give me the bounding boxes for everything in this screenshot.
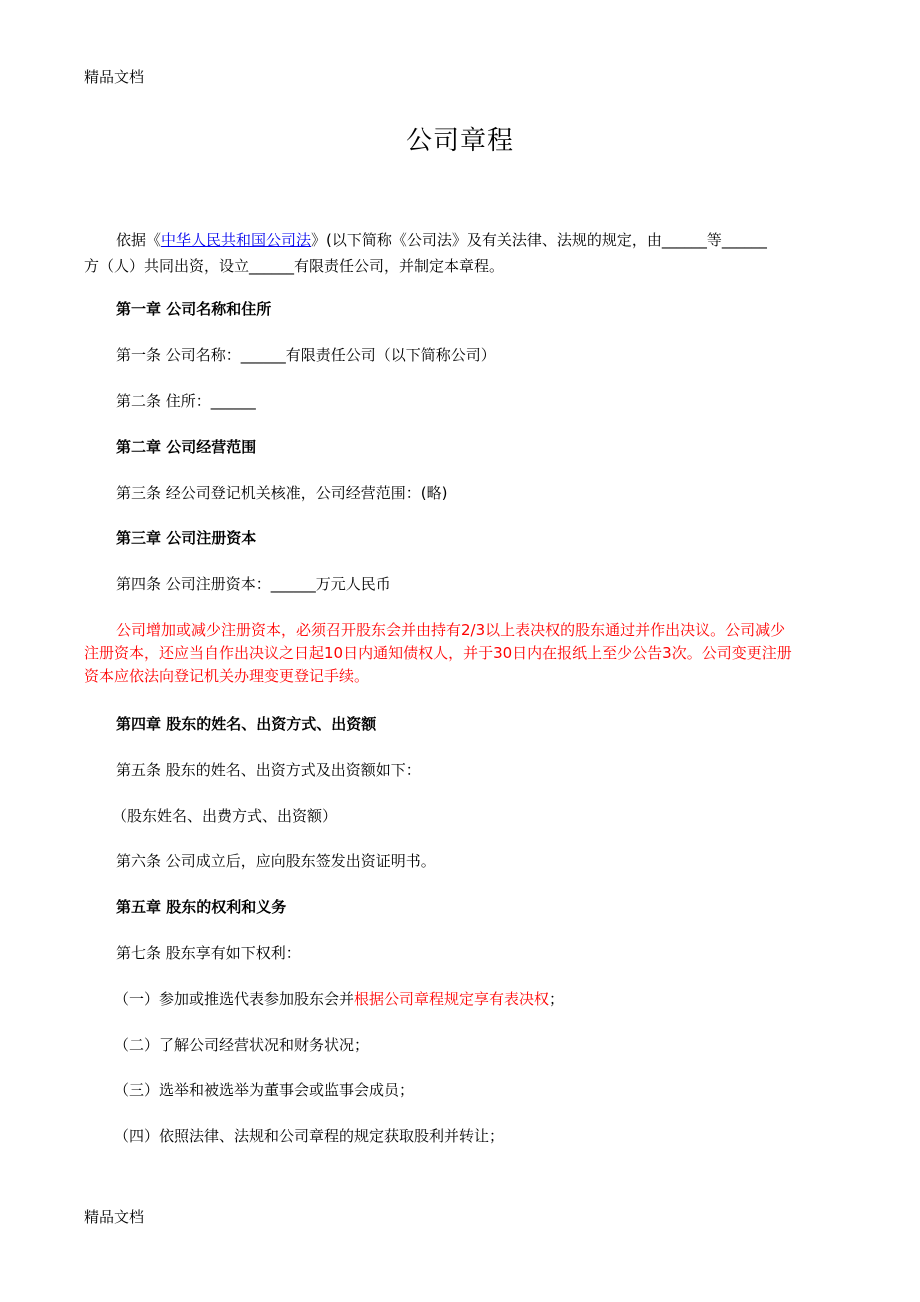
page-footer: 精品文档 — [84, 1208, 145, 1226]
chapter-2-heading: 第二章 公司经营范围 — [116, 438, 257, 456]
capital-change-paragraph-line-1: 公司增加或减少注册资本，必须召开股东会并由持有2/3以上表决权的股东通过并作出决议。公司减少 — [116, 621, 786, 639]
article-2: 第二条 住所：______ — [116, 392, 256, 410]
intro-paragraph-line-2: 方（人）共同出资，设立______有限责任公司，并制定本章程。 — [84, 257, 505, 275]
right-item-3: （三）选举和被选举为董事会或监事会成员； — [114, 1081, 415, 1099]
right-item-1 — [84, 987, 564, 1011]
intro-prefix: 依据《 — [116, 231, 162, 249]
document-title: 公司章程 — [405, 126, 514, 156]
article-6: 第六条 公司成立后，应向股东签发出资证明书。 — [116, 852, 436, 870]
chapter-5-heading: 第五章 股东的权利和义务 — [116, 898, 287, 916]
right-item-4: （四）依照法律、法规和公司章程的规定获取股利并转让； — [114, 1127, 505, 1145]
article-5-note: （股东姓名、出费方式、出资额） — [112, 807, 338, 825]
capital-change-paragraph-line-2: 注册资本，还应当自作出决议之日起10日内通知债权人，并于30日内在报纸上至少公告3次。公司变更注册 — [84, 644, 792, 662]
intro-paragraph — [84, 228, 840, 252]
chapter-3-heading: 第三章 公司注册资本 — [116, 529, 257, 547]
capital-change-paragraph-line-3: 资本应依法向登记机关办理变更登记手续。 — [84, 667, 370, 685]
right-item-2: （二）了解公司经营状况和财务状况； — [114, 1036, 370, 1054]
intro-rest-1: 》(以下简称《公司法》及有关法律、法规的规定，由______等______ — [311, 231, 767, 249]
article-3: 第三条 经公司登记机关核准，公司经营范围：(略) — [116, 484, 448, 502]
right-item-1-text: （一）参加或推选代表参加股东会并 — [114, 990, 355, 1008]
article-1: 第一条 公司名称：______有限责任公司（以下简称公司） — [116, 346, 496, 364]
right-item-1-highlight: 根据公司章程规定享有表决权 — [354, 990, 550, 1008]
chapter-4-heading: 第四章 股东的姓名、出资方式、出资额 — [116, 715, 377, 733]
right-item-1-end: ； — [549, 990, 565, 1008]
article-5: 第五条 股东的姓名、出资方式及出资额如下： — [116, 761, 421, 779]
article-4: 第四条 公司注册资本：______万元人民币 — [116, 575, 391, 593]
company-law-link[interactable]: 中华人民共和国公司法 — [161, 231, 312, 249]
chapter-1-heading: 第一章 公司名称和住所 — [116, 300, 272, 318]
page-header: 精品文档 — [84, 68, 145, 86]
article-7: 第七条 股东享有如下权利： — [116, 944, 301, 962]
